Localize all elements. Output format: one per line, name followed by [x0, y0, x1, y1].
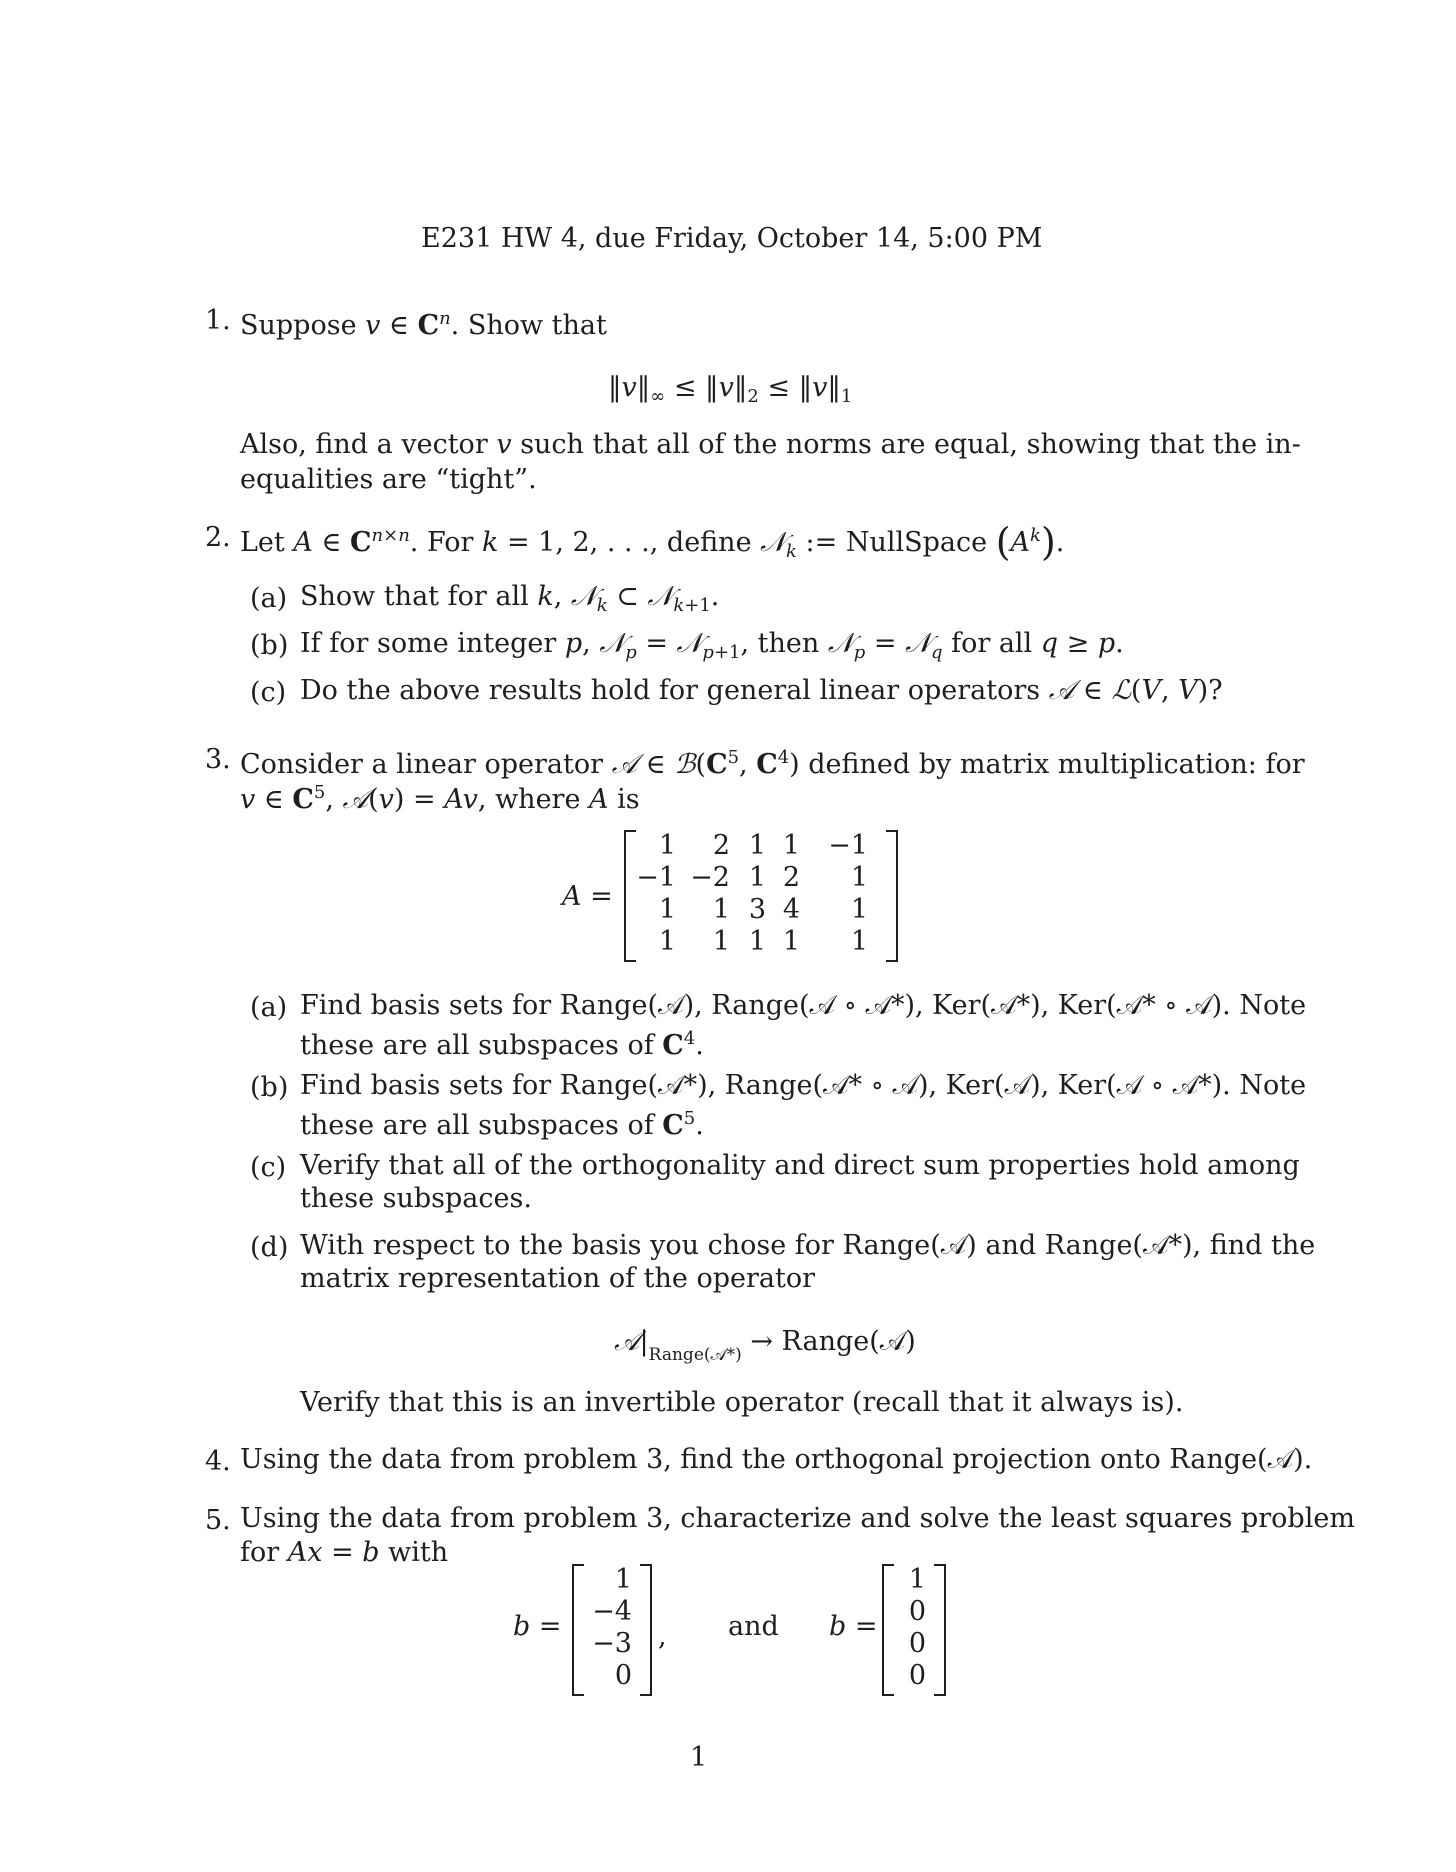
problem-3-line1-tail: defined by matrix multiplication: for — [808, 749, 1305, 780]
restricted-operator-target: → Range(𝒜) — [750, 1326, 916, 1357]
vector-b1-entry: 0 — [614, 1660, 632, 1691]
problem-2-for: . For — [409, 527, 474, 558]
problem-3a-line2: these are all subspaces of $C^4$. — [300, 1028, 704, 1061]
problem-3-line1: Consider a linear operator 𝒜 ∈ $ℬ(C^5$, $C^4$) defined by matrix multiplication: for — [240, 747, 1305, 780]
vector-b2-entry: 0 — [908, 1660, 926, 1691]
problem-1-lead: Suppose — [240, 310, 357, 341]
matrix-A-cell: 1 — [850, 926, 868, 957]
problem-3-number: 3. — [205, 744, 231, 775]
matrix-A-cell: 1 — [748, 926, 766, 957]
problem-2c-text: Do the above results hold for general linear operators 𝒜 ∈ ℒ(V, V)? — [300, 675, 1223, 706]
matrix-A-cell: 1 — [850, 862, 868, 893]
vector-b1-entry: −3 — [592, 1628, 632, 1659]
problem-3d-label: (d) — [250, 1232, 289, 1263]
problem-5-for: for — [240, 1537, 280, 1568]
problem-3-where: , where — [477, 784, 581, 815]
restricted-operator-equation: $𝒜|_{Range(𝒜*)}$ → Range(𝒜) — [614, 1326, 916, 1365]
problem-1-followup-a: Also, find a vector — [240, 429, 488, 460]
vector-b1 — [570, 1560, 654, 1696]
and-word: and — [728, 1611, 779, 1642]
matrix-A-cell: 1 — [850, 894, 868, 925]
problem-3b-line1: Find basis sets for Range(𝒜*), Range(𝒜* ∘ 𝒜), Ker(𝒜), Ker(𝒜 ∘ 𝒜*). Note — [300, 1070, 1307, 1101]
matrix-A-cell: 4 — [782, 894, 800, 925]
problem-5-line1: Using the data from problem 3, characterize and solve the least squares problem — [240, 1503, 1355, 1534]
vector-b1-right-bracket — [640, 1564, 652, 1696]
problem-3-verify: Verify that this is an invertible operator (recall that it always is). — [300, 1387, 1184, 1418]
problem-3a-line2-text: these are all subspaces of — [300, 1030, 654, 1061]
matrix-A-cell: 1 — [782, 830, 800, 861]
matrix-A-cell: 1 — [712, 894, 730, 925]
problem-3d-line2: matrix representation of the operator — [300, 1263, 816, 1294]
problem-2c-label: (c) — [250, 677, 287, 708]
problem-2c-lead: Do the above results hold for general linear operators — [300, 675, 1041, 706]
problem-1-followup-b: such that all of the norms are equal, showing that the in- — [520, 429, 1301, 460]
problem-1-mid: . Show that — [450, 310, 607, 341]
problem-3a-label: (a) — [250, 992, 288, 1023]
nullspace-label: NullSpace — [845, 527, 988, 558]
problem-2b-forall: for all — [951, 628, 1033, 659]
problem-2a-text: Show that for all k, 𝒩$_k$ ⊂ 𝒩$_{k+1}$. — [300, 581, 720, 616]
matrix-A-cell: −2 — [690, 862, 730, 893]
document-title: E231 HW 4, due Friday, October 14, 5:00 PM — [421, 223, 1043, 254]
matrix-A-cell: 2 — [782, 862, 800, 893]
problem-2-define: , define — [649, 527, 752, 558]
matrix-A-cell: 1 — [782, 926, 800, 957]
problem-2b-label: (b) — [250, 630, 289, 661]
problem-2-number: 2. — [205, 522, 231, 553]
problem-3-is: is — [617, 784, 640, 815]
problem-3b-label: (b) — [250, 1072, 289, 1103]
vector-b1-left-bracket — [572, 1564, 584, 1696]
problem-3b-line2-text: these are all subspaces of — [300, 1110, 654, 1141]
matrix-A-label: A = — [562, 881, 613, 912]
vector-b1-entry: −4 — [592, 1596, 632, 1627]
vector-b1-entry: 1 — [614, 1564, 632, 1595]
matrix-A-cell: 1 — [658, 894, 676, 925]
vector-separator-comma: , — [658, 1621, 667, 1652]
page-number: 1 — [690, 1742, 708, 1773]
problem-3-line2: v ∈ $C^5$, 𝒜(v) = Av, where A is — [240, 782, 640, 815]
problem-3b-line2: these are all subspaces of $C^5$. — [300, 1108, 704, 1141]
problem-4-number: 4. — [205, 1446, 231, 1477]
norm-inequality-equation: $‖v‖_\infty$ ≤ $‖v‖_2$ ≤ $‖v‖_1$ — [608, 372, 853, 407]
matrix-A-cell: −1 — [636, 862, 676, 893]
vector-b1-label: b = — [513, 1611, 562, 1642]
matrix-A-cell: −1 — [828, 830, 868, 861]
problem-2b-then: , then — [740, 628, 820, 659]
vector-b2-entry: 0 — [908, 1596, 926, 1627]
problem-3c-line2: these subspaces. — [300, 1183, 532, 1214]
problem-2b-text: If for some integer p, 𝒩$_p$ = 𝒩$_{p+1}$, then 𝒩$_p$ = 𝒩$_q$ for all q ≥ p. — [300, 628, 1124, 663]
restricted-operator-subscript: Range(𝒜*) — [648, 1345, 742, 1365]
matrix-A — [620, 826, 900, 962]
problem-2a-label: (a) — [250, 583, 288, 614]
problem-3a-line1: Find basis sets for Range(𝒜), Range(𝒜 ∘ 𝒜*), Ker(𝒜*), Ker(𝒜* ∘ 𝒜). Note — [300, 990, 1307, 1021]
problem-2b-lead: If for some integer — [300, 628, 557, 659]
matrix-A-cell: 1 — [748, 862, 766, 893]
matrix-A-cell: 1 — [658, 830, 676, 861]
problem-5-with: with — [388, 1537, 449, 1568]
problem-2-lead: Let — [240, 527, 285, 558]
matrix-A-cell: 3 — [748, 894, 766, 925]
matrix-A-cell: 1 — [712, 926, 730, 957]
problem-4-text: Using the data from problem 3, find the orthogonal projection onto Range(𝒜). — [240, 1444, 1313, 1475]
vector-b2 — [880, 1560, 948, 1696]
vector-b2-right-bracket — [934, 1564, 946, 1696]
matrix-right-bracket — [886, 830, 898, 962]
problem-1-number: 1. — [205, 305, 231, 336]
matrix-A-cell: 1 — [748, 830, 766, 861]
problem-1-statement: Suppose v ∈ $C^n$. Show that — [240, 308, 607, 341]
problem-5-line2: for Ax = b with — [240, 1537, 449, 1568]
problem-2-statement: Let A ∈ $C^{n\times n}$. For k = 1, 2, . . ., define 𝒩$_k$ := NullSpace $(A^k)$. — [240, 520, 1065, 564]
vector-b2-label: b = — [829, 1611, 878, 1642]
vector-b2-entry: 0 — [908, 1628, 926, 1659]
matrix-A-cell: 1 — [658, 926, 676, 957]
problem-3d-line1: With respect to the basis you chose for Range(𝒜) and Range(𝒜*), find the — [300, 1230, 1316, 1261]
problem-3c-label: (c) — [250, 1152, 287, 1183]
vector-b2-entry: 1 — [908, 1564, 926, 1595]
problem-2a-lead: Show that for all — [300, 581, 529, 612]
matrix-A-cell: 2 — [712, 830, 730, 861]
problem-5-number: 5. — [205, 1505, 231, 1536]
problem-3c-line1: Verify that all of the orthogonality and direct sum properties hold among — [300, 1150, 1300, 1181]
problem-3-lead: Consider a linear operator — [240, 749, 603, 780]
problem-1-followup-line2: equalities are “tight”. — [240, 464, 537, 495]
problem-1-followup-line1: Also, find a vector v such that all of the norms are equal, showing that the in- — [240, 429, 1301, 460]
